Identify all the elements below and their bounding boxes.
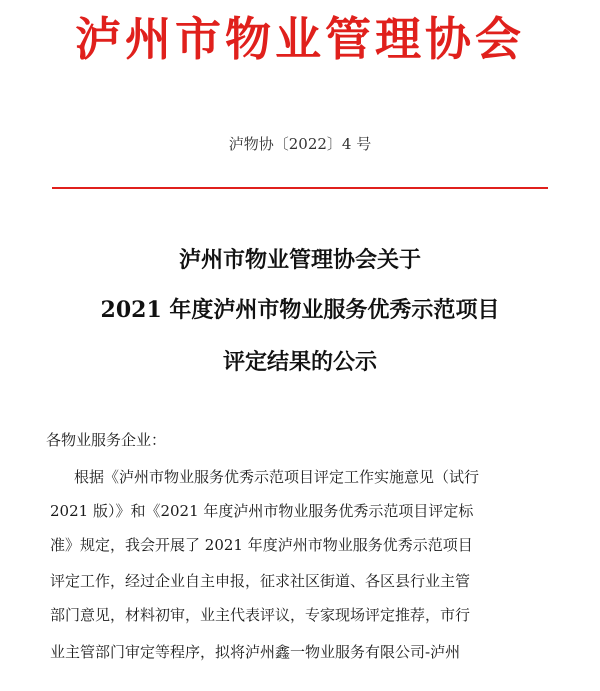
body-line: 根据《泸州市物业服务优秀示范项目评定工作实施意见（试行	[74, 468, 480, 486]
body-line: 部门意见，材料初审，业主代表评议，专家现场评定推荐，市行	[50, 606, 471, 624]
body-line: 准》规定，我会开展了 2021 年度泸州市物业服务优秀示范项目	[50, 536, 473, 554]
red-divider	[52, 187, 548, 189]
document-number: 泸物协〔2022〕4 号	[228, 135, 372, 153]
body-line: 业主管部门审定等程序，拟将泸州鑫一物业服务有限公司-泸州	[50, 643, 461, 661]
document-title-line-1: 泸州市物业管理协会关于	[178, 247, 421, 273]
body-line: 2021 版）》和《2021 年度泸州市物业服务优秀示范项目评定标	[50, 502, 474, 520]
body-line: 评定工作，经过企业自主申报，征求社区街道、各区县行业主管	[50, 572, 471, 590]
masthead-title: 泸州市物业管理协会	[75, 12, 525, 66]
document-title-line-2: 2021 年度泸州市物业服务优秀示范项目	[100, 297, 500, 323]
salutation: 各物业服务企业：	[46, 431, 167, 449]
document-title-line-3: 评定结果的公示	[222, 349, 377, 375]
